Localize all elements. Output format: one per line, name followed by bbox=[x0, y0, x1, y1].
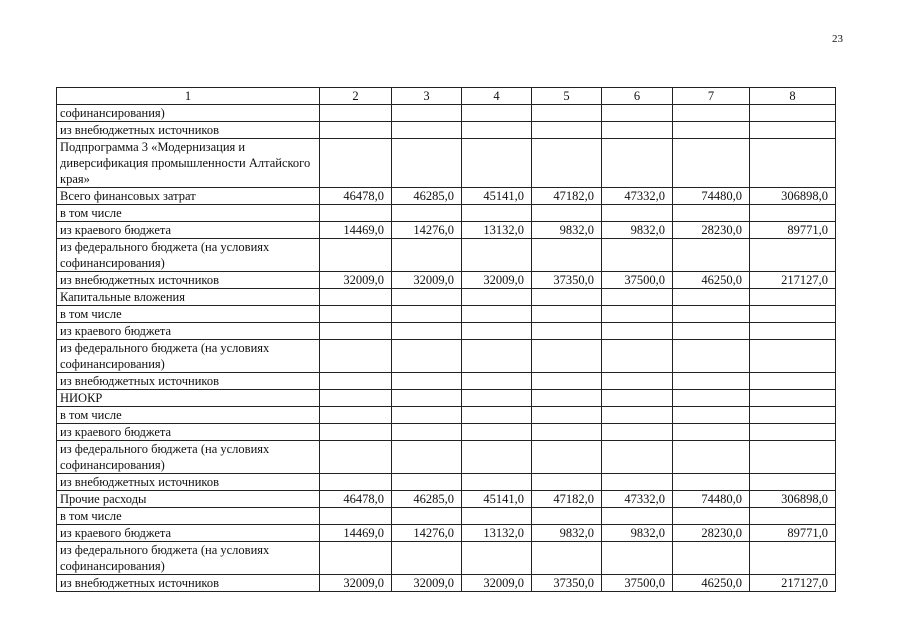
value-cell bbox=[392, 105, 462, 122]
value-cell bbox=[602, 508, 673, 525]
value-cell: 47332,0 bbox=[602, 188, 673, 205]
value-cell bbox=[602, 340, 673, 373]
value-cell bbox=[602, 122, 673, 139]
row-label: из краевого бюджета bbox=[57, 525, 320, 542]
column-header: 8 bbox=[750, 88, 836, 105]
table-row bbox=[57, 575, 836, 592]
value-cell bbox=[532, 289, 602, 306]
value-cell: 74480,0 bbox=[673, 188, 750, 205]
value-cell bbox=[462, 239, 532, 272]
table-header-row bbox=[57, 88, 836, 105]
value-cell: 46250,0 bbox=[673, 575, 750, 592]
column-header: 4 bbox=[462, 88, 532, 105]
value-cell bbox=[392, 441, 462, 474]
value-cell bbox=[462, 306, 532, 323]
row-label: Капитальные вложения bbox=[57, 289, 320, 306]
row-label: из внебюджетных источников bbox=[57, 122, 320, 139]
value-cell bbox=[320, 340, 392, 373]
value-cell: 32009,0 bbox=[320, 575, 392, 592]
value-cell: 217127,0 bbox=[750, 575, 836, 592]
value-cell: 46478,0 bbox=[320, 491, 392, 508]
value-cell bbox=[532, 474, 602, 491]
value-cell bbox=[320, 441, 392, 474]
value-cell: 306898,0 bbox=[750, 491, 836, 508]
value-cell bbox=[392, 340, 462, 373]
value-cell: 32009,0 bbox=[320, 272, 392, 289]
value-cell bbox=[320, 323, 392, 340]
value-cell bbox=[750, 508, 836, 525]
value-cell: 9832,0 bbox=[532, 222, 602, 239]
value-cell bbox=[673, 441, 750, 474]
value-cell bbox=[320, 289, 392, 306]
value-cell: 37350,0 bbox=[532, 272, 602, 289]
value-cell: 47332,0 bbox=[602, 491, 673, 508]
value-cell: 46250,0 bbox=[673, 272, 750, 289]
table-row bbox=[57, 188, 836, 205]
value-cell: 45141,0 bbox=[462, 491, 532, 508]
row-label: из внебюджетных источников bbox=[57, 474, 320, 491]
column-header: 5 bbox=[532, 88, 602, 105]
row-label: из федерального бюджета (на условиях софинансирования) bbox=[57, 340, 320, 373]
table-row bbox=[57, 508, 836, 525]
value-cell bbox=[392, 373, 462, 390]
row-label: в том числе bbox=[57, 306, 320, 323]
value-cell: 45141,0 bbox=[462, 188, 532, 205]
row-label: Подпрограмма 3 «Модернизация и диверсификация промышленности Алтайского края» bbox=[57, 139, 320, 188]
value-cell: 217127,0 bbox=[750, 272, 836, 289]
value-cell bbox=[320, 424, 392, 441]
value-cell bbox=[602, 205, 673, 222]
value-cell bbox=[462, 373, 532, 390]
page-number: 23 bbox=[832, 33, 843, 45]
value-cell bbox=[462, 323, 532, 340]
row-label: из краевого бюджета bbox=[57, 222, 320, 239]
value-cell bbox=[392, 407, 462, 424]
value-cell: 32009,0 bbox=[392, 575, 462, 592]
table-row bbox=[57, 373, 836, 390]
value-cell bbox=[532, 122, 602, 139]
value-cell: 28230,0 bbox=[673, 222, 750, 239]
value-cell bbox=[750, 542, 836, 575]
value-cell bbox=[532, 407, 602, 424]
value-cell: 9832,0 bbox=[532, 525, 602, 542]
value-cell bbox=[320, 239, 392, 272]
value-cell bbox=[673, 340, 750, 373]
value-cell bbox=[602, 289, 673, 306]
value-cell bbox=[462, 441, 532, 474]
value-cell bbox=[462, 122, 532, 139]
value-cell bbox=[532, 424, 602, 441]
value-cell bbox=[462, 508, 532, 525]
value-cell bbox=[532, 508, 602, 525]
table-row bbox=[57, 340, 836, 373]
value-cell bbox=[750, 441, 836, 474]
row-label: в том числе bbox=[57, 508, 320, 525]
value-cell bbox=[750, 474, 836, 491]
row-label: из краевого бюджета bbox=[57, 323, 320, 340]
value-cell bbox=[602, 105, 673, 122]
table-row bbox=[57, 407, 836, 424]
value-cell bbox=[750, 424, 836, 441]
value-cell bbox=[532, 323, 602, 340]
table-row bbox=[57, 222, 836, 239]
row-label: софинансирования) bbox=[57, 105, 320, 122]
table-row bbox=[57, 205, 836, 222]
value-cell: 14469,0 bbox=[320, 222, 392, 239]
value-cell: 37500,0 bbox=[602, 272, 673, 289]
value-cell: 47182,0 bbox=[532, 188, 602, 205]
value-cell bbox=[392, 289, 462, 306]
value-cell bbox=[750, 239, 836, 272]
value-cell bbox=[320, 122, 392, 139]
value-cell bbox=[392, 306, 462, 323]
value-cell bbox=[602, 424, 673, 441]
table-row bbox=[57, 306, 836, 323]
value-cell bbox=[750, 122, 836, 139]
value-cell bbox=[532, 205, 602, 222]
table-body bbox=[57, 88, 836, 592]
table-row bbox=[57, 239, 836, 272]
table-row bbox=[57, 474, 836, 491]
row-label: из внебюджетных источников bbox=[57, 272, 320, 289]
value-cell: 32009,0 bbox=[462, 272, 532, 289]
table-row bbox=[57, 323, 836, 340]
table-row bbox=[57, 525, 836, 542]
row-label: из внебюджетных источников bbox=[57, 373, 320, 390]
column-header: 6 bbox=[602, 88, 673, 105]
value-cell bbox=[673, 139, 750, 188]
value-cell bbox=[532, 542, 602, 575]
value-cell bbox=[532, 105, 602, 122]
value-cell bbox=[320, 390, 392, 407]
value-cell bbox=[462, 139, 532, 188]
table-row bbox=[57, 122, 836, 139]
row-label: в том числе bbox=[57, 407, 320, 424]
row-label: из внебюджетных источников bbox=[57, 575, 320, 592]
value-cell bbox=[673, 424, 750, 441]
table-row bbox=[57, 139, 836, 188]
value-cell: 13132,0 bbox=[462, 525, 532, 542]
value-cell bbox=[673, 306, 750, 323]
value-cell bbox=[532, 441, 602, 474]
value-cell bbox=[750, 306, 836, 323]
value-cell: 306898,0 bbox=[750, 188, 836, 205]
value-cell bbox=[462, 542, 532, 575]
value-cell bbox=[602, 390, 673, 407]
value-cell bbox=[392, 474, 462, 491]
value-cell bbox=[392, 139, 462, 188]
table-row bbox=[57, 542, 836, 575]
table-row bbox=[57, 441, 836, 474]
value-cell bbox=[392, 508, 462, 525]
value-cell bbox=[602, 139, 673, 188]
value-cell: 14469,0 bbox=[320, 525, 392, 542]
value-cell bbox=[750, 340, 836, 373]
value-cell bbox=[462, 205, 532, 222]
value-cell: 32009,0 bbox=[392, 272, 462, 289]
value-cell bbox=[532, 390, 602, 407]
value-cell bbox=[462, 390, 532, 407]
value-cell bbox=[320, 105, 392, 122]
column-header: 1 bbox=[57, 88, 320, 105]
value-cell bbox=[602, 373, 673, 390]
value-cell: 89771,0 bbox=[750, 525, 836, 542]
value-cell bbox=[462, 424, 532, 441]
table-row bbox=[57, 272, 836, 289]
value-cell bbox=[320, 306, 392, 323]
value-cell bbox=[750, 323, 836, 340]
value-cell bbox=[602, 542, 673, 575]
value-cell bbox=[673, 239, 750, 272]
value-cell bbox=[320, 508, 392, 525]
row-label: из федерального бюджета (на условиях софинансирования) bbox=[57, 239, 320, 272]
value-cell bbox=[750, 390, 836, 407]
value-cell bbox=[602, 441, 673, 474]
value-cell bbox=[320, 205, 392, 222]
row-label: в том числе bbox=[57, 205, 320, 222]
value-cell bbox=[673, 390, 750, 407]
row-label: из краевого бюджета bbox=[57, 424, 320, 441]
value-cell bbox=[462, 474, 532, 491]
value-cell bbox=[673, 289, 750, 306]
value-cell bbox=[750, 289, 836, 306]
value-cell bbox=[532, 373, 602, 390]
value-cell bbox=[673, 122, 750, 139]
budget-table bbox=[56, 87, 836, 592]
value-cell: 9832,0 bbox=[602, 222, 673, 239]
value-cell bbox=[392, 239, 462, 272]
value-cell: 46478,0 bbox=[320, 188, 392, 205]
value-cell bbox=[602, 323, 673, 340]
value-cell bbox=[320, 373, 392, 390]
value-cell: 46285,0 bbox=[392, 491, 462, 508]
value-cell: 37500,0 bbox=[602, 575, 673, 592]
value-cell bbox=[750, 105, 836, 122]
value-cell bbox=[750, 407, 836, 424]
row-label: из федерального бюджета (на условиях софинансирования) bbox=[57, 441, 320, 474]
value-cell bbox=[673, 205, 750, 222]
value-cell: 14276,0 bbox=[392, 222, 462, 239]
value-cell bbox=[392, 390, 462, 407]
value-cell: 47182,0 bbox=[532, 491, 602, 508]
value-cell bbox=[320, 407, 392, 424]
value-cell: 37350,0 bbox=[532, 575, 602, 592]
value-cell bbox=[750, 373, 836, 390]
value-cell bbox=[392, 205, 462, 222]
value-cell bbox=[673, 407, 750, 424]
value-cell bbox=[532, 340, 602, 373]
value-cell bbox=[750, 139, 836, 188]
value-cell: 9832,0 bbox=[602, 525, 673, 542]
table-row bbox=[57, 390, 836, 407]
table-row bbox=[57, 491, 836, 508]
value-cell bbox=[320, 542, 392, 575]
value-cell: 14276,0 bbox=[392, 525, 462, 542]
row-label: из федерального бюджета (на условиях софинансирования) bbox=[57, 542, 320, 575]
value-cell bbox=[602, 306, 673, 323]
value-cell: 89771,0 bbox=[750, 222, 836, 239]
value-cell bbox=[392, 323, 462, 340]
value-cell bbox=[320, 139, 392, 188]
value-cell: 46285,0 bbox=[392, 188, 462, 205]
value-cell bbox=[462, 340, 532, 373]
value-cell: 13132,0 bbox=[462, 222, 532, 239]
value-cell: 74480,0 bbox=[673, 491, 750, 508]
value-cell bbox=[673, 474, 750, 491]
value-cell: 28230,0 bbox=[673, 525, 750, 542]
value-cell bbox=[462, 105, 532, 122]
value-cell bbox=[673, 542, 750, 575]
value-cell bbox=[750, 205, 836, 222]
value-cell bbox=[532, 306, 602, 323]
table-row bbox=[57, 289, 836, 306]
value-cell bbox=[602, 239, 673, 272]
value-cell bbox=[602, 407, 673, 424]
column-header: 3 bbox=[392, 88, 462, 105]
value-cell bbox=[673, 373, 750, 390]
table-row bbox=[57, 105, 836, 122]
value-cell bbox=[532, 239, 602, 272]
value-cell bbox=[532, 139, 602, 188]
row-label: НИОКР bbox=[57, 390, 320, 407]
row-label: Прочие расходы bbox=[57, 491, 320, 508]
value-cell bbox=[392, 424, 462, 441]
value-cell bbox=[673, 508, 750, 525]
value-cell bbox=[673, 323, 750, 340]
column-header: 2 bbox=[320, 88, 392, 105]
row-label: Всего финансовых затрат bbox=[57, 188, 320, 205]
value-cell bbox=[462, 407, 532, 424]
value-cell bbox=[320, 474, 392, 491]
value-cell bbox=[462, 289, 532, 306]
table-row bbox=[57, 424, 836, 441]
value-cell: 32009,0 bbox=[462, 575, 532, 592]
value-cell bbox=[392, 122, 462, 139]
value-cell bbox=[392, 542, 462, 575]
value-cell bbox=[602, 474, 673, 491]
value-cell bbox=[673, 105, 750, 122]
column-header: 7 bbox=[673, 88, 750, 105]
